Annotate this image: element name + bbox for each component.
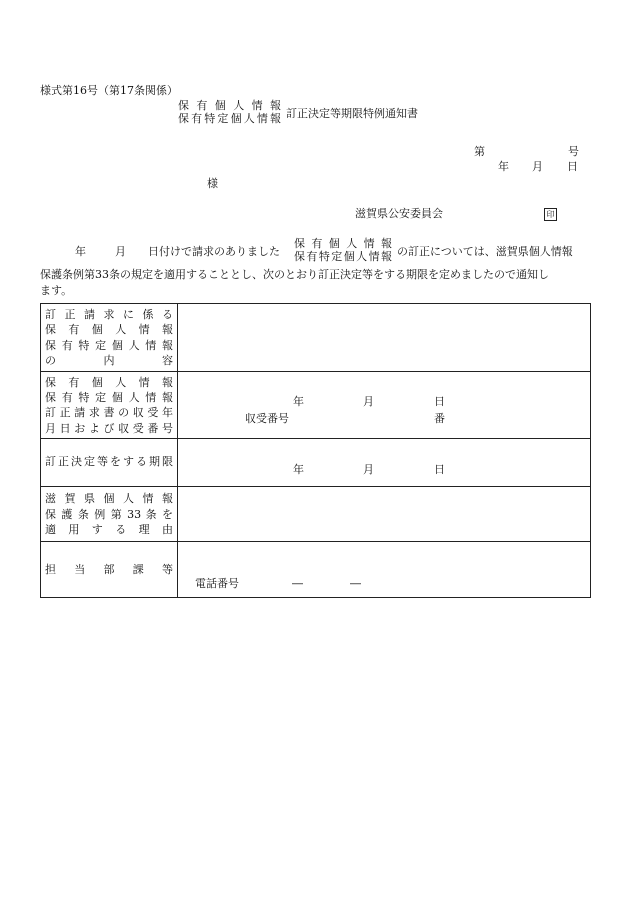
- value-reason: [178, 487, 591, 542]
- value-receipt-date-number: 年 月 日 収受番号 番: [178, 371, 591, 439]
- title-type-line2: 保有特定個人情報: [178, 112, 281, 126]
- title-type-line1: 保 有 個 人 情 報: [178, 99, 281, 112]
- title-main: 訂正決定等期限特例通知書: [286, 107, 418, 120]
- addressee-suffix: 様: [207, 177, 218, 190]
- value-department: 電話番号 ― ―: [178, 542, 591, 598]
- seal-mark: 印: [544, 207, 557, 221]
- label-correction-info: 訂 正 請 求 に 係 る 保 有 個 人 情 報 保有特定個人情報 の 内 容: [41, 304, 178, 372]
- phone-label: 電話番号: [195, 577, 239, 591]
- table-row: [41, 439, 591, 487]
- table-row: [41, 371, 591, 439]
- label-deadline: 訂正決定等をする期限: [41, 439, 178, 487]
- body-type-line1: 保 有 個 人 情 報: [294, 237, 392, 250]
- value-correction-info: [178, 304, 591, 372]
- table-row: [41, 487, 591, 542]
- body-type-line2: 保有特定個人情報: [294, 250, 392, 264]
- label-department: 担 当 部 課 等: [41, 542, 178, 598]
- form-number: 様式第16号（第17条関係）: [40, 84, 178, 97]
- value-deadline: 年 月 日: [178, 439, 591, 487]
- table-row: [41, 304, 591, 372]
- label-receipt-date-number: 保 有 個 人 情 報 保有特定個人情報 訂正請求書の収受年 月日および収受番号: [41, 371, 178, 439]
- table-row: [41, 542, 591, 598]
- label-reason: 滋 賀 県 個 人 情 報 保 護 条 例 第 33 条 を 適 用 す る 理 由: [41, 487, 178, 542]
- issuer-name: 滋賀県公安委員会: [355, 207, 443, 220]
- details-table: [40, 303, 591, 598]
